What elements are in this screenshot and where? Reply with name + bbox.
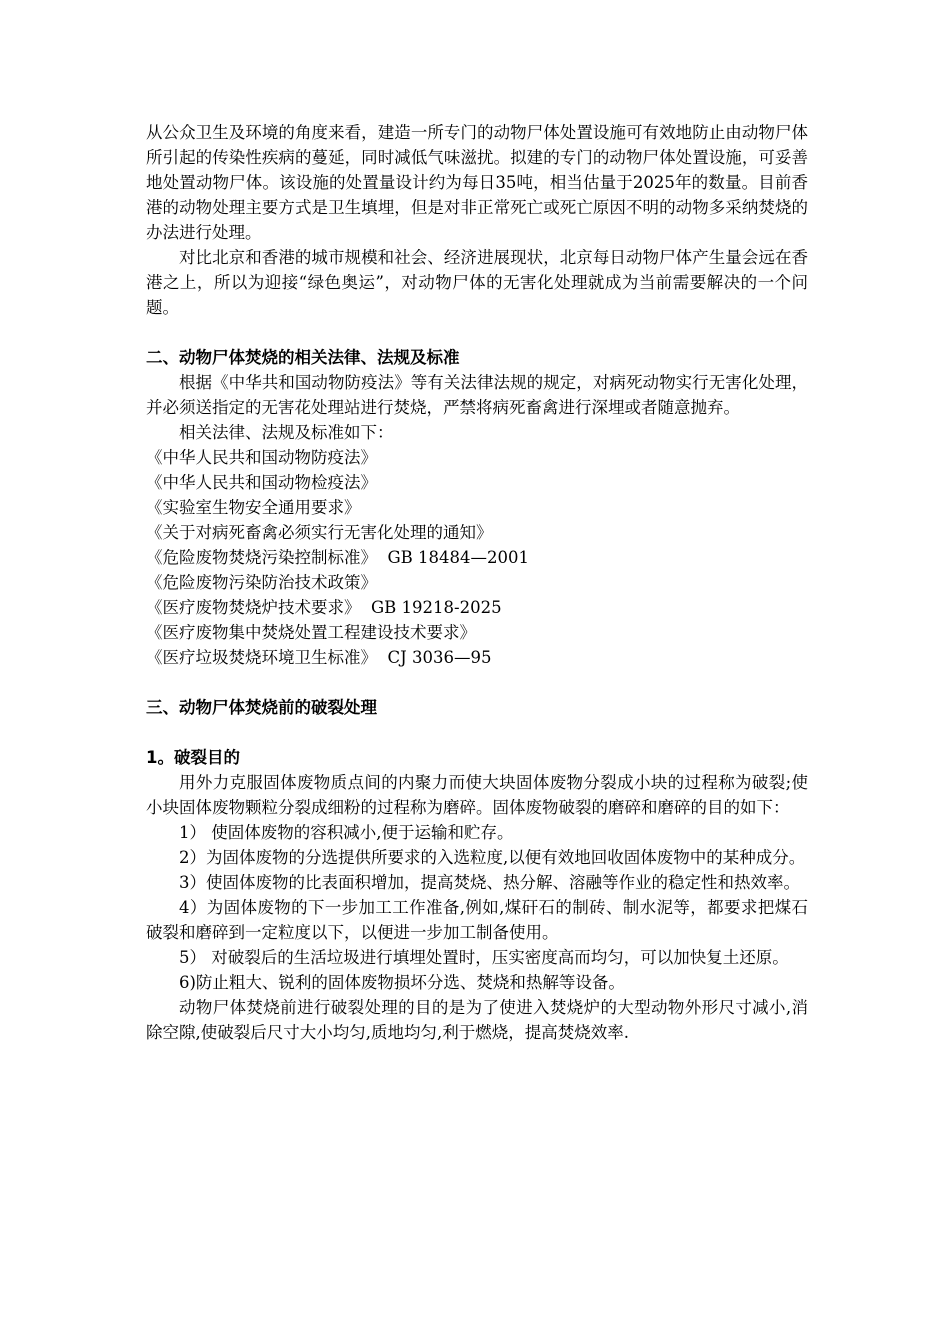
section-2-paragraph-2: 相关法律、法规及标准如下：	[179, 423, 394, 442]
law-item: 《中华人民共和国动物检疫法》	[146, 473, 377, 492]
list-item: 2）为固体废物的分选提供所要求的入选粒度,以便有效地回收固体废物中的某种成分。	[179, 848, 806, 867]
document-page	[146, 120, 808, 1045]
intro-paragraph-2: 对比北京和香港的城市规模和社会、经济进展现状，北京每日动物尸体产生量会远在香港之上，所以为迎接“绿色奥运”，对动物尸体的无害化处理就成为当前需要解决的一个问题。	[146, 248, 808, 317]
list-item: 5） 对破裂后的生活垃圾进行填埋处置时，压实密度高而均匀，可以加快复土还原。	[179, 948, 789, 967]
section-3-paragraph-2: 动物尸体焚烧前进行破裂处理的目的是为了使进入焚烧炉的大型动物外形尺寸减小,消除空隙,使破裂后尺寸大小均匀,质地均匀,利于燃烧，提高焚烧效率.	[146, 998, 808, 1042]
list-item: 4）为固体废物的下一步加工工作准备,例如,煤矸石的制砖、制水泥等，都要求把煤石破裂和磨碎到一定粒度以下，以便进一步加工制备使用。	[146, 898, 808, 942]
laws-list	[146, 445, 808, 670]
law-item: 《医疗废物集中焚烧处置工程建设技术要求》	[146, 623, 476, 642]
subsection-1-heading: 1。破裂目的	[146, 748, 240, 767]
law-item: 《实验室生物安全通用要求》	[146, 498, 361, 517]
purpose-list	[146, 820, 808, 995]
list-item: 1） 使固体废物的容积减小,便于运输和贮存。	[179, 823, 514, 842]
spacer	[146, 670, 808, 695]
section-2-paragraph-1: 根据《中华共和国动物防疫法》等有关法律法规的规定，对病死动物实行无害化处理，并必须送指定的无害花处理站进行焚烧，严禁将病死畜禽进行深埋或者随意抛弃。	[146, 373, 808, 417]
law-item: 《医疗废物焚烧炉技术要求》 GB 19218-2025	[146, 598, 502, 617]
law-item: 《危险废物焚烧污染控制标准》 GB 18484—2001	[146, 548, 530, 567]
law-item: 《中华人民共和国动物防疫法》	[146, 448, 377, 467]
law-item: 《危险废物污染防治技术政策》	[146, 573, 377, 592]
list-item: 3）使固体废物的比表面积增加，提高焚烧、热分解、溶融等作业的稳定性和热效率。	[179, 873, 800, 892]
section-2-heading: 二、动物尸体焚烧的相关法律、法规及标准	[146, 348, 460, 367]
section-3-heading: 三、动物尸体焚烧前的破裂处理	[146, 698, 377, 717]
section-3-paragraph-1: 用外力克服固体废物质点间的内聚力而使大块固体废物分裂成小块的过程称为破裂;使小块固体废物颗粒分裂成细粉的过程称为磨碎。固体废物破裂的磨碎和磨碎的目的如下：	[146, 773, 808, 817]
law-item: 《医疗垃圾焚烧环境卫生标准》 CJ 3036—95	[146, 648, 492, 667]
spacer	[146, 720, 808, 745]
law-item: 《关于对病死畜禽必须实行无害化处理的通知》	[146, 523, 493, 542]
intro-paragraph-1: 从公众卫生及环境的角度来看，建造一所专门的动物尸体处置设施可有效地防止由动物尸体所引起的传染性疾病的蔓延，同时减低气味滋扰。拟建的专门的动物尸体处置设施，可妥善地处置动物尸体。该设施的处置量设计约为每日35吨，相当估量于2025年的数量。目前香港的动物处理主要方式是卫生填埋，但是对非正常死亡或死亡原因不明的动物多采纳焚烧的办法进行处理。	[146, 123, 808, 242]
list-item: 6)防止粗大、锐利的固体废物损坏分选、焚烧和热解等设备。	[179, 973, 625, 992]
spacer	[146, 320, 808, 345]
